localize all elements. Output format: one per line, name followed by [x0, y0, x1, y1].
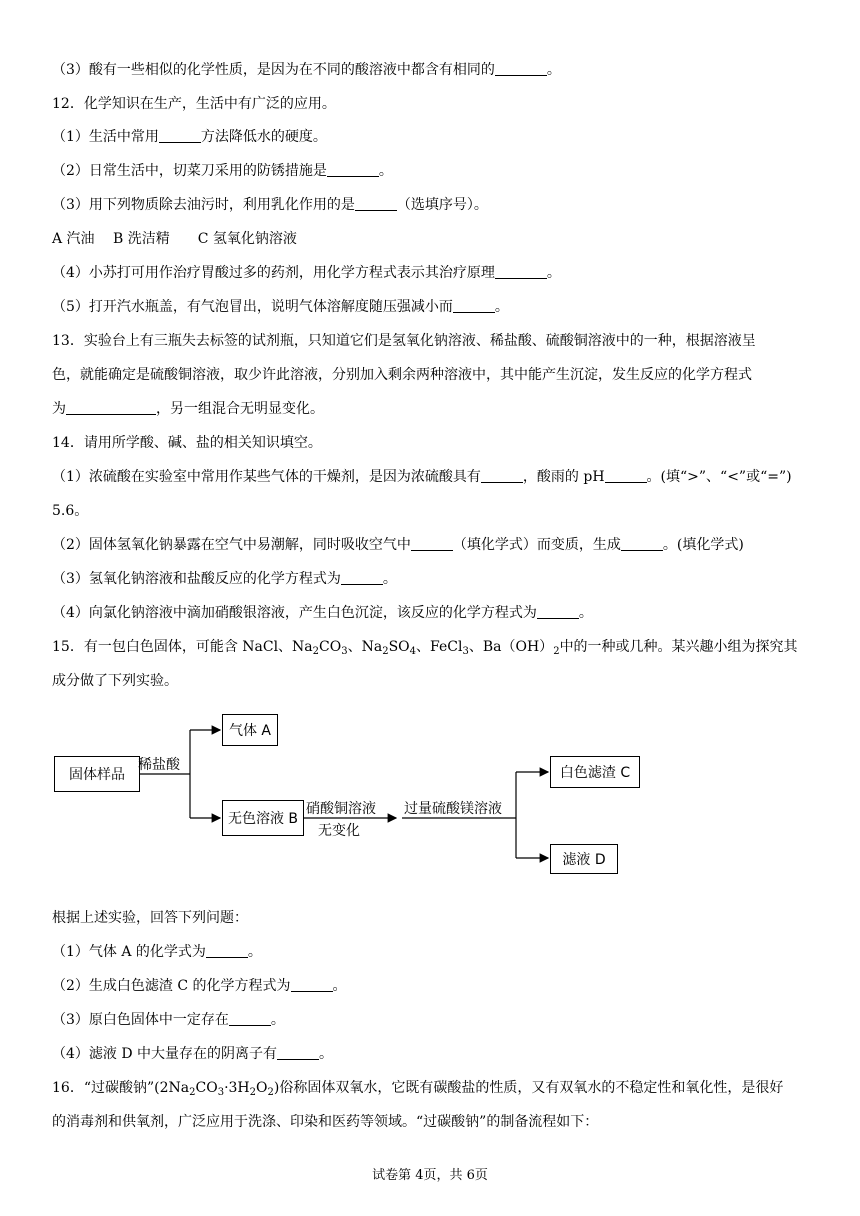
q16-line2: 的消毒剂和供氧剂，广泛应用于洗涤、印染和医药等领域。“过碳酸钠”的制备流程如下：	[52, 1114, 599, 1130]
answer-blank[interactable]	[229, 1011, 271, 1026]
cu-nitrate-label: 硝酸铜溶液	[306, 801, 376, 817]
answer-blank[interactable]	[327, 162, 379, 177]
answer-blank[interactable]	[66, 400, 156, 415]
answer-blank[interactable]	[605, 468, 647, 483]
answer-blank[interactable]	[621, 536, 663, 551]
q14-stem: 14．请用所学酸、碱、盐的相关知识填空。	[52, 435, 322, 451]
q15-part2: （2）生成白色滤渣 C 的化学方程式为 。	[52, 978, 347, 994]
no-change-label: 无变化	[318, 823, 360, 839]
residue-c-box: 白色滤渣 C	[550, 756, 640, 788]
answer-blank[interactable]	[341, 570, 383, 585]
q15-line1: 15．有一包白色固体，可能含 NaCl、$Na_2CO_3$、$Na_2SO_4$、FeCl$_3$、$Ba(OH)_2$中的一种或几种。某兴趣小组为探究其	[52, 639, 798, 657]
experiment-flow-diagram	[40, 700, 680, 900]
q14-part4: （4）向氯化钠溶液中滴加硝酸银溶液，产生白色沉淀，该反应的化学方程式为 。	[52, 605, 593, 621]
answer-blank[interactable]	[411, 536, 453, 551]
excess-mgso4-label: 过量硫酸镁溶液	[404, 801, 502, 817]
q15-line2: 成分做了下列实验。	[52, 673, 178, 689]
q13-line3: 为 ，另一组混合无明显变化。	[52, 401, 324, 417]
q12-stem: 12．化学知识在生产，生活中有广泛的应用。	[52, 96, 336, 112]
page-footer: 试卷第 4页，共 6页	[372, 1168, 488, 1183]
answer-blank[interactable]	[159, 128, 201, 143]
q15-part3: （3）原白色固体中一定存在 。	[52, 1012, 285, 1028]
q15-intro: 根据上述实验，回答下列问题：	[52, 910, 248, 926]
q14-part1: （1）浓硫酸在实验室中常用作某些气体的干燥剂，是因为浓硫酸具有 ，酸雨的 pH 。(填“>”、“<”或“=”)	[52, 469, 792, 485]
answer-blank[interactable]	[481, 468, 523, 483]
dilute-hcl-label: 稀盐酸	[138, 757, 180, 773]
q12-part3: （3）用下列物质除去油污时，利用乳化作用的是 （选填序号）。	[52, 197, 488, 213]
q13-line2: 色，就能确定是硫酸铜溶液，取少许此溶液，分别加入剩余两种溶液中，其中能产生沉淀，发生反应的化学方程式	[52, 367, 752, 383]
answer-blank[interactable]	[453, 298, 495, 313]
answer-blank[interactable]	[277, 1045, 319, 1060]
q11-part3: （3）酸有一些相似的化学性质，是因为在不同的酸溶液中都含有相同的 。	[52, 62, 561, 78]
q12-options: A 汽油 B 洗洁精 C 氢氧化钠溶液	[52, 231, 297, 247]
answer-blank[interactable]	[495, 264, 547, 279]
q14-part1-cont: 5.6。	[52, 503, 89, 519]
q15-part4: （4）滤液 D 中大量存在的阴离子有 。	[52, 1046, 334, 1062]
answer-blank[interactable]	[495, 61, 547, 76]
q15-part1: （1）气体 A 的化学式为 。	[52, 944, 262, 960]
answer-blank[interactable]	[206, 943, 248, 958]
gas-a-box: 气体 A	[222, 714, 278, 746]
q14-part2: （2）固体氢氧化钠暴露在空气中易潮解，同时吸收空气中 （填化学式）而变质，生成 。(填化学式)	[52, 537, 744, 553]
q12-part1: （1）生活中常用 方法降低水的硬度。	[52, 129, 327, 145]
q14-part3: （3）氢氧化钠溶液和盐酸反应的化学方程式为 。	[52, 571, 397, 587]
answer-blank[interactable]	[537, 604, 579, 619]
q12-part4: （4）小苏打可用作治疗胃酸过多的药剂，用化学方程式表示其治疗原理 。	[52, 265, 561, 281]
q16-line1: 16．“过碳酸钠$”(2Na_2CO_3\cdot 3H_2O_2)$俗称固体双氧水，它既有碳酸盐的性质，又有双氧水的不稳定性和氧化性，是很好	[52, 1080, 784, 1098]
q12-part2: （2）日常生活中，切菜刀采用的防锈措施是 。	[52, 163, 393, 179]
answer-blank[interactable]	[291, 977, 333, 992]
q12-part5: （5）打开汽水瓶盖，有气泡冒出，说明气体溶解度随压强减小而 。	[52, 299, 509, 315]
solid-sample-box: 固体样品	[54, 756, 140, 792]
filtrate-d-box: 滤液 D	[550, 844, 618, 874]
q13-line1: 13．实验台上有三瓶失去标签的试剂瓶，只知道它们是氢氧化钠溶液、稀盐酸、硫酸铜溶液中的一种，根据溶液呈	[52, 333, 756, 349]
solution-b-box: 无色溶液 B	[222, 800, 304, 836]
answer-blank[interactable]	[355, 196, 397, 211]
